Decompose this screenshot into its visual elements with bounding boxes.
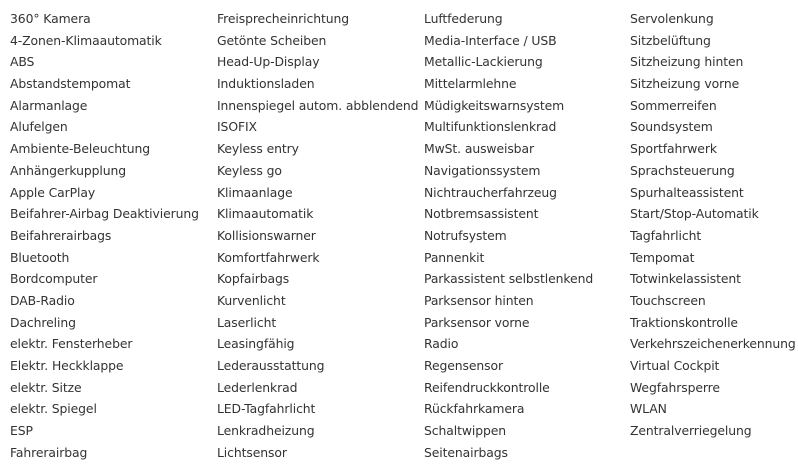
- feature-item: Sportfahrwerk: [630, 141, 717, 157]
- feature-item: Beifahrer-Airbag Deaktivierung: [10, 206, 199, 222]
- feature-item: Lederausstattung: [217, 358, 325, 373]
- feature-item: Tagfahrlicht: [630, 227, 702, 243]
- feature-item: Lederlenkrad: [217, 379, 298, 395]
- feature-item: Notbremsassistent: [424, 206, 539, 222]
- feature-item: DAB-Radio: [10, 292, 75, 308]
- feature-item: Radio: [424, 336, 459, 352]
- feature-item: elektr. Sitze: [10, 379, 82, 395]
- feature-item: Regensensor: [424, 358, 503, 373]
- feature-item: Beifahrerairbags: [10, 227, 112, 243]
- feature-item: Alufelgen: [10, 119, 68, 135]
- feature-item: ABS: [10, 54, 35, 70]
- feature-item: Abstandstempomat: [10, 76, 131, 92]
- feature-item: Media-Interface / USB: [424, 32, 557, 48]
- feature-list: [10, 8, 798, 463]
- feature-item: Wegfahrsperre: [630, 379, 720, 395]
- feature-column-4: [630, 8, 798, 463]
- feature-item: Zentralverriegelung: [630, 423, 752, 439]
- feature-item: Sitzheizung vorne: [630, 76, 740, 92]
- feature-item: Mittelarmlehne: [424, 76, 517, 92]
- feature-item: Elektr. Heckklappe: [10, 358, 124, 373]
- feature-item: Müdigkeitswarnsystem: [424, 97, 565, 113]
- feature-item: Spurhalteassistent: [630, 184, 744, 200]
- feature-column-3: [424, 8, 630, 463]
- feature-item: 4-Zonen-Klimaautomatik: [10, 32, 162, 48]
- feature-item: Laserlicht: [217, 314, 277, 330]
- feature-item: Ambiente-Beleuchtung: [10, 141, 150, 157]
- feature-item: Getönte Scheiben: [217, 32, 327, 48]
- feature-item: Innenspiegel autom. abblendend: [217, 97, 419, 113]
- feature-item: Apple CarPlay: [10, 184, 96, 200]
- feature-item: Rückfahrkamera: [424, 401, 525, 417]
- feature-item: Kurvenlicht: [217, 292, 286, 308]
- feature-item: Luftfederung: [424, 11, 503, 26]
- feature-item: Klimaanlage: [217, 184, 293, 200]
- feature-item: Totwinkelassistent: [630, 271, 741, 287]
- feature-item: Servolenkung: [630, 11, 714, 26]
- feature-item: Parksensor vorne: [424, 314, 530, 330]
- feature-item: Sommerreifen: [630, 97, 717, 113]
- feature-item: Traktionskontrolle: [630, 314, 738, 330]
- feature-item: Bordcomputer: [10, 271, 98, 287]
- feature-item: Seitenairbags: [424, 444, 508, 460]
- feature-item: Sitzbelüftung: [630, 32, 711, 48]
- feature-item: Leasingfähig: [217, 336, 295, 352]
- feature-item: Freisprecheinrichtung: [217, 11, 349, 26]
- feature-column-2: [217, 8, 424, 463]
- feature-item: ISOFIX: [217, 119, 257, 135]
- feature-item: Anhängerkupplung: [10, 162, 127, 178]
- feature-item: 360° Kamera: [10, 11, 91, 26]
- feature-item: Virtual Cockpit: [630, 358, 720, 373]
- feature-item: Komfortfahrwerk: [217, 249, 320, 265]
- feature-column-1: [10, 8, 217, 463]
- feature-item: Keyless go: [217, 162, 282, 178]
- feature-item: Induktionsladen: [217, 76, 315, 92]
- feature-item: elektr. Spiegel: [10, 401, 97, 417]
- feature-item: Kollisionswarner: [217, 227, 316, 243]
- feature-item: Notrufsystem: [424, 227, 507, 243]
- feature-item: Keyless entry: [217, 141, 299, 157]
- feature-item: Schaltwippen: [424, 423, 507, 439]
- feature-item: LED-Tagfahrlicht: [217, 401, 316, 417]
- feature-item: Bluetooth: [10, 249, 70, 265]
- feature-item: Reifendruckkontrolle: [424, 379, 550, 395]
- feature-item: Lenkradheizung: [217, 423, 315, 439]
- feature-item: Head-Up-Display: [217, 54, 320, 70]
- feature-item: Parkassistent selbstlenkend: [424, 271, 594, 287]
- feature-item: Klimaautomatik: [217, 206, 314, 222]
- feature-item: Alarmanlage: [10, 97, 88, 113]
- feature-item: ESP: [10, 423, 33, 439]
- feature-item: Soundsystem: [630, 119, 713, 135]
- feature-item: Start/Stop-Automatik: [630, 206, 759, 222]
- feature-item: WLAN: [630, 401, 667, 417]
- feature-item: Multifunktionslenkrad: [424, 119, 557, 135]
- feature-item: Parksensor hinten: [424, 292, 534, 308]
- feature-item: Nichtraucherfahrzeug: [424, 184, 557, 200]
- feature-item: Touchscreen: [630, 292, 706, 308]
- feature-item: elektr. Fensterheber: [10, 336, 133, 352]
- feature-item: Verkehrszeichenerkennung: [630, 336, 796, 352]
- feature-item: Fahrerairbag: [10, 444, 88, 460]
- feature-item: Tempomat: [630, 249, 695, 265]
- feature-item: Lichtsensor: [217, 444, 287, 460]
- feature-item: Sitzheizung hinten: [630, 54, 744, 70]
- feature-item: Dachreling: [10, 314, 76, 330]
- feature-item: Pannenkit: [424, 249, 485, 265]
- feature-item: MwSt. ausweisbar: [424, 141, 534, 157]
- feature-item: Sprachsteuerung: [630, 162, 735, 178]
- feature-item: Kopfairbags: [217, 271, 290, 287]
- feature-item: Navigationssystem: [424, 162, 541, 178]
- feature-item: Metallic-Lackierung: [424, 54, 543, 70]
